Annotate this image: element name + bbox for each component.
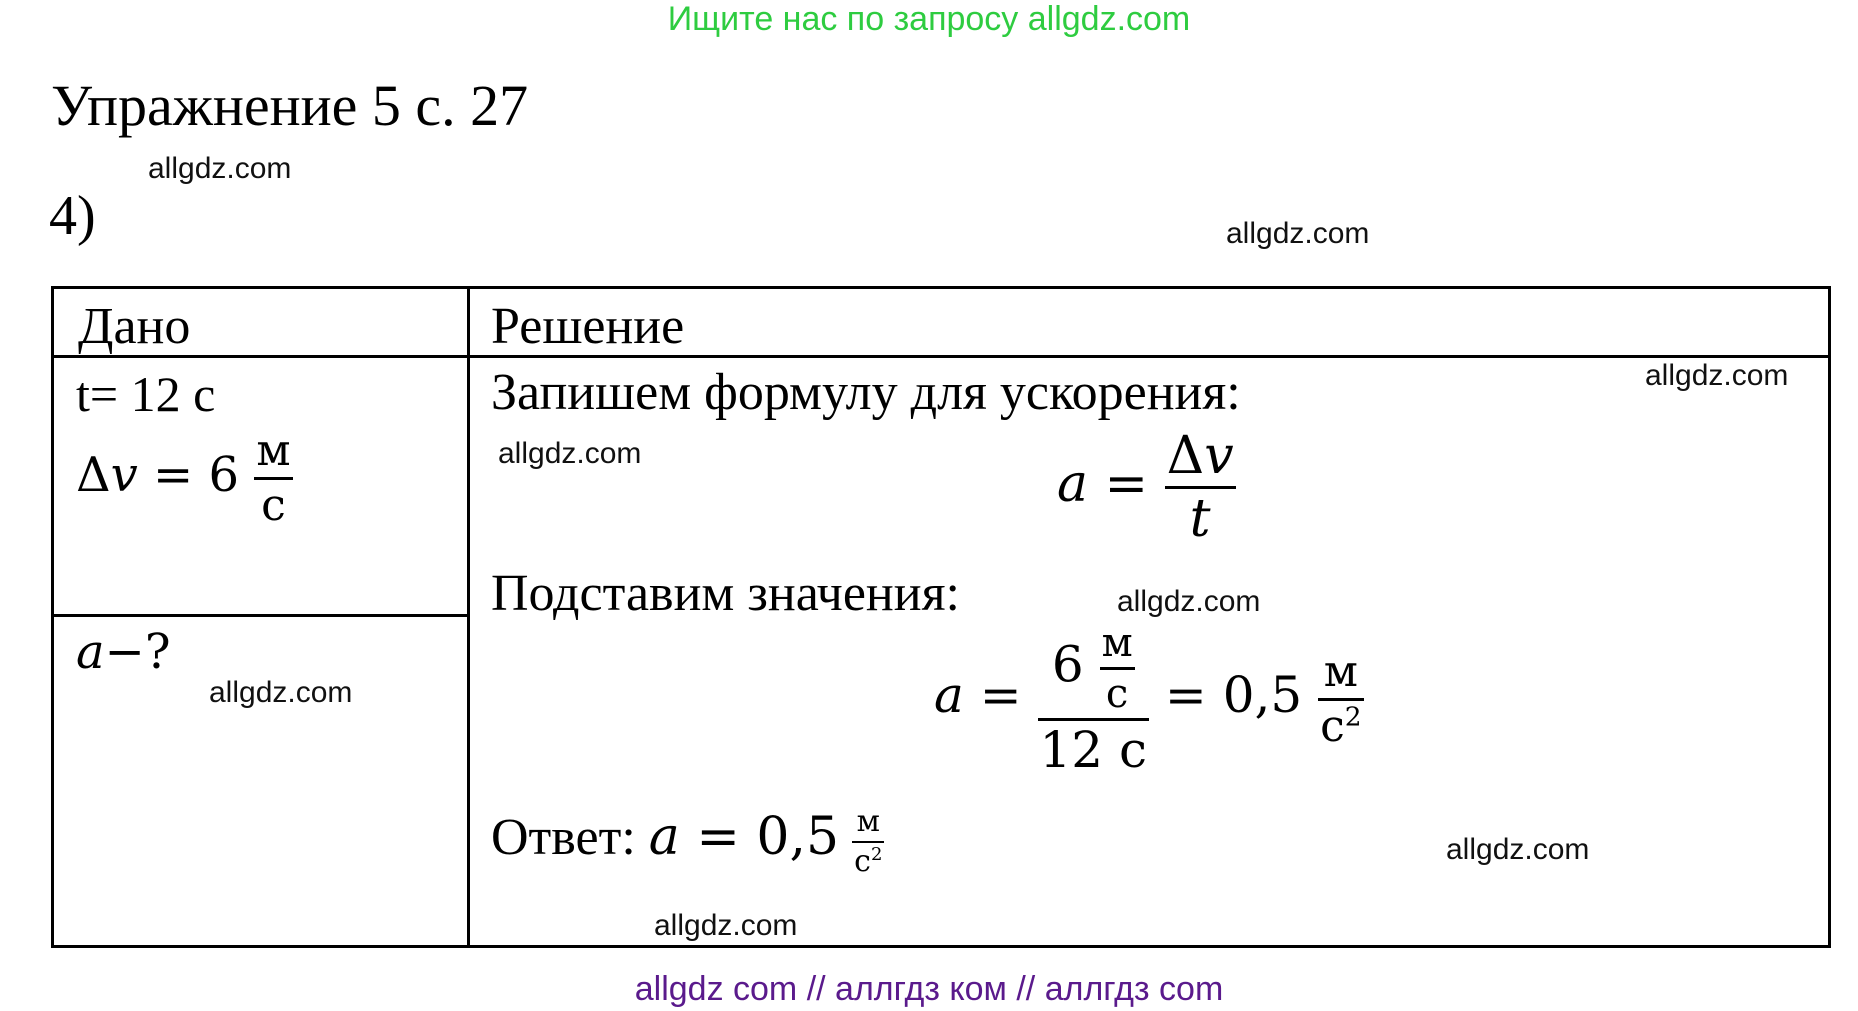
substituted-numerator [1050, 620, 1137, 717]
given-velocity-change [76, 425, 293, 531]
part-number: 4) [49, 185, 96, 247]
watermark: allgdz.com [1226, 217, 1370, 250]
result-unit-fraction: $\frac{м}{с^2}$ [1320, 645, 1362, 752]
solution-line-substitute: Подставим значения: [491, 565, 960, 622]
unit-fraction [254, 425, 292, 531]
watermark: allgdz.com [209, 676, 353, 709]
velocity-value: = 6 [137, 447, 240, 503]
velocity-value: 6 [1051, 635, 1084, 694]
answer-label: Ответ: [491, 809, 649, 866]
bottom-banner: allgdz com // аллгдз ком // аллгдз com [634, 970, 1224, 1008]
given-header: Дано [78, 298, 191, 355]
answer-line [491, 804, 884, 880]
top-banner: Ищите нас по запросу allgdz.com [667, 0, 1191, 38]
formula-fraction [1165, 426, 1236, 549]
answer-unit-fraction: $\frac{м}{с^2}$ [854, 804, 883, 880]
given-time: t= 12 с [76, 366, 216, 422]
question-mark: −? [104, 624, 171, 680]
equals-sign: = [963, 666, 1038, 724]
acceleration-var: a [648, 807, 680, 867]
unit-numerator: м [256, 425, 291, 476]
table-divider-header [54, 355, 1828, 358]
substituted-denominator: 12 с [1039, 721, 1148, 779]
acceleration-var: a [76, 624, 105, 680]
watermark: allgdz.com [1446, 833, 1590, 866]
find-quantity [76, 624, 171, 680]
watermark: allgdz.com [1645, 359, 1789, 392]
formula-acceleration [1057, 426, 1236, 549]
substituted-fraction [1038, 620, 1150, 779]
acceleration-var: a [1057, 454, 1089, 514]
unit-denominator: с [261, 480, 286, 531]
answer-value: = 0,5 [679, 807, 840, 867]
solution-line-formula-intro: Запишем формулу для ускорения: [491, 364, 1241, 421]
watermark: allgdz.com [1117, 585, 1261, 618]
table-divider-vertical [467, 289, 470, 945]
formula-denominator: t [1189, 489, 1211, 549]
formula-numerator: Δv [1166, 426, 1234, 486]
acceleration-var: a [934, 666, 964, 724]
velocity-var: v [110, 447, 138, 503]
equals-sign: = [1088, 454, 1165, 514]
exercise-title: Упражнение 5 с. 27 [51, 73, 529, 138]
solution-header: Решение [491, 298, 685, 355]
table-divider-given [54, 614, 467, 617]
watermark: allgdz.com [148, 152, 292, 185]
unit-fraction: $\frac{м}{с}$ [1101, 620, 1133, 717]
solution-table [51, 286, 1831, 948]
result-value: = 0,5 [1149, 666, 1303, 724]
watermark: allgdz.com [498, 437, 642, 470]
formula-substituted [934, 620, 1364, 779]
watermark: allgdz.com [654, 909, 798, 942]
delta-symbol: Δ [76, 447, 111, 503]
